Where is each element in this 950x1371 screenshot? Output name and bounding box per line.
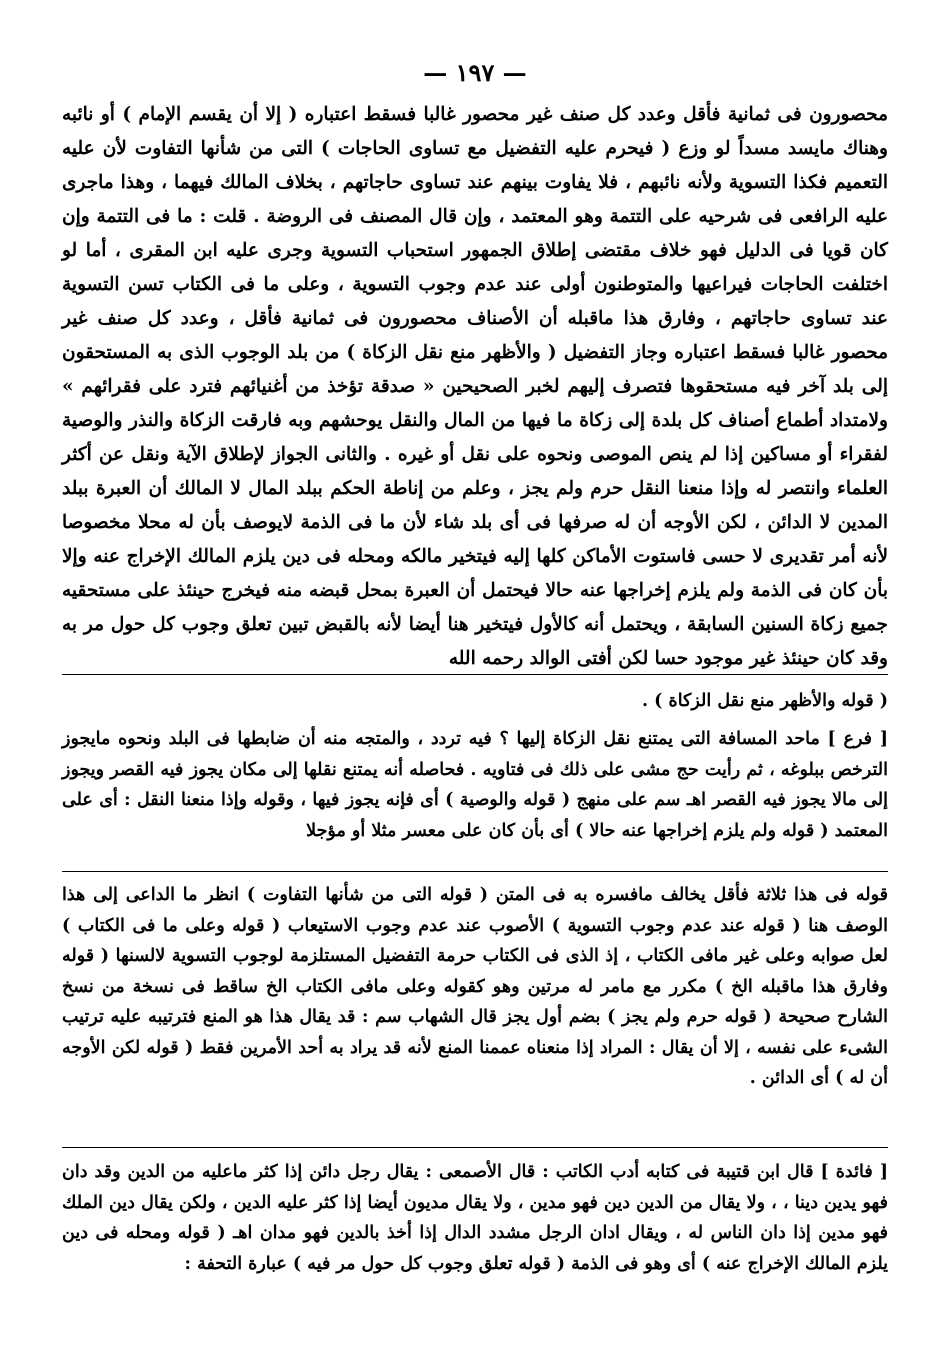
section-divider [62,871,888,872]
main-paragraph: محصورون فى ثمانية فأقل وعدد كل صنف غير محصور غالبا فسقط اعتباره ( إلا أن يقسم الإمام ) أو نائبه وهناك مايسد مسداً لو وزع ( فيحرم عليه التفضيل مع تساوى الحاجات ) التى من شأنها التفاوت لأن عليه التعميم فكذا التسوية ولأنه نائبهم ، فلا يفاوت بينهم عند تساوى حاجاتهم ، بخلاف المالك فيهما ، وهذا ماجرى عليه الرافعى فى شرحيه على التتمة وهو المعتمد ، وإن قال المصنف فى الروضة . قلت : ما فى التتمة وإن كان قويا فى الدليل فهو خلاف مقتضى إطلاق الجمهور استحباب التسوية وجرى عليه ابن المقرى ، أما لو اختلفت الحاجات فيراعيها والمتوطنون أولى عند عدم وجوب التسوية ، وعلى ما فى الكتاب تسن التسوية عند تساوى حاجاتهم ، وفارق هذا ماقبله أن الأصناف محصورون فى ثمانية فأقل ، وعدد كل صنف غير محصور غالبا فسقط اعتباره وجاز التفضيل ( والأظهر منع نقل الزكاة ) من بلد الوجوب الذى به المستحقون إلى بلد آخر فيه مستحقوها فتصرف إليهم لخبر الصحيحين « صدقة تؤخذ من أغنيائهم فترد على فقرائهم » ولامتداد أطماع أصناف كل بلدة إلى زكاة ما فيها من المال والنقل يوحشهم وبه فارقت الزكاة والنذر والوصية لفقراء أو مساكين إذا لم ينص الموصى ونحوه على نقل أو غيره . والثانى الجواز لإطلاق الآية ونقل عن أكثر العلماء وانتصر له وإذا منعنا النقل حرم ولم يجز ، وعلم من إناطة الحكم ببلد المال لا المالك أن العبرة ببلد المدين لا الدائن ، لكن الأوجه أن له صرفها فى أى بلد شاء لأن ما فى الذمة لايوصف بأن له محلا مخصوصا لأنه أمر تقديرى لا حسى فاستوت الأماكن كلها إليه فيتخير مالكه ومحله فى دين يلزم المالك الإخراج عنه وإلا بأن كان فى الذمة ولم يلزم إخراجها عنه حالا فيحتمل أن العبرة بمحل قبضه منه فيخرج حينئذ على مستحقيه جميع زكاة السنين السابقة ، ويحتمل أنه كالأول فيتخير هنا أيضا لأنه بالقبض تبين تعلق وجوب كل حول مر به وقد كان حينئذ غير موجود حسا لكن أفتى الوالد رحمه الله [62,104,888,669]
section-divider [62,1147,888,1148]
commentary-block [62,724,888,846]
faida-block [62,1157,888,1279]
notes-paragraph: قوله فى هذا ثلاثة فأقل يخالف مافسره به فى المتن ( قوله التى من شأنها التفاوت ) انظر ما الداعى إلى هذا الوصف هنا ( قوله عند عدم وجوب التسوية ) الأصوب عند عدم وجوب الاستيعاب ( قوله وعلى ما فى الكتاب ) لعل صوابه وعلى غير مافى الكتاب ، إذ الذى فى الكتاب حرمة التفضيل المستلزمة لوجوب التسوية لالسنها ( قوله وفارق هذا ماقبله الخ ) مكرر مع مامر له مرتين وهو كقوله وعلى مافى الكتاب الخ ساقط فى نسخة من نسخ الشارح صحيحة ( قوله حرم ولم يجز ) بضم أول يجز قال الشهاب سم : قد يقال هذا هو المنع فترتيبه عليه ترتيب الشىء على نفسه ، إلا أن يقال : المراد إذا منعناه عممنا المنع لأنه قد يراد به أحد الأمرين فقط ( قوله لكن الأوجه أن له ) أى الدائن . [62,885,888,1088]
commentary-heading-text: ( قوله والأظهر منع نقل الزكاة ) . [642,691,888,711]
section-divider [62,674,888,675]
notes-block [62,880,888,1094]
faida-paragraph: [ فائدة ] قال ابن قتيبة فى كتابه أدب الكاتب : قال الأصمعى : يقال رجل دائن إذا كثر ماعليه من الدين وقد دان فهو يدين دينا ، ، ولا يقال من الدين دين فهو مدين ، ولا يقال مديون أيضا إذا كثر عليه الدين ، ولكن يقال دين الملك فهو مدين إذا دان الناس له ، ويقال ادان الرجل مشدد الدال إذا أخذ بالدين فهو مدان اهـ ( قوله ومحله فى دين يلزم المالك الإخراج عنه ) أى وهو فى الذمة ( قوله تعلق وجوب كل حول مر فيه ) عبارة التحفة : [62,1162,888,1274]
commentary-paragraph: [ فرع ] ماحد المسافة التى يمتنع نقل الزكاة إليها ؟ فيه تردد ، والمتجه منه أن ضابطها فى البلد ونحوه مايجوز الترخص ببلوغه ، ثم رأيت حج مشى على ذلك فى فتاويه . فحاصله أنه يمتنع نقلها إلى مكان يجوز فيه القصر ويجوز إلى مالا يجوز فيه القصر اهـ سم على منهج ( قوله والوصية ) أى فإنه يجوز فيها ، وقوله وإذا منعنا النقل : أى على المعتمد ( قوله ولم يلزم إخراجها عنه حالا ) أى بأن كان على معسر مثلا أو مؤجلا [62,729,888,841]
main-text-block [62,98,888,676]
page-number: — ١٩٧ — [423,58,527,87]
commentary-heading [62,686,888,716]
